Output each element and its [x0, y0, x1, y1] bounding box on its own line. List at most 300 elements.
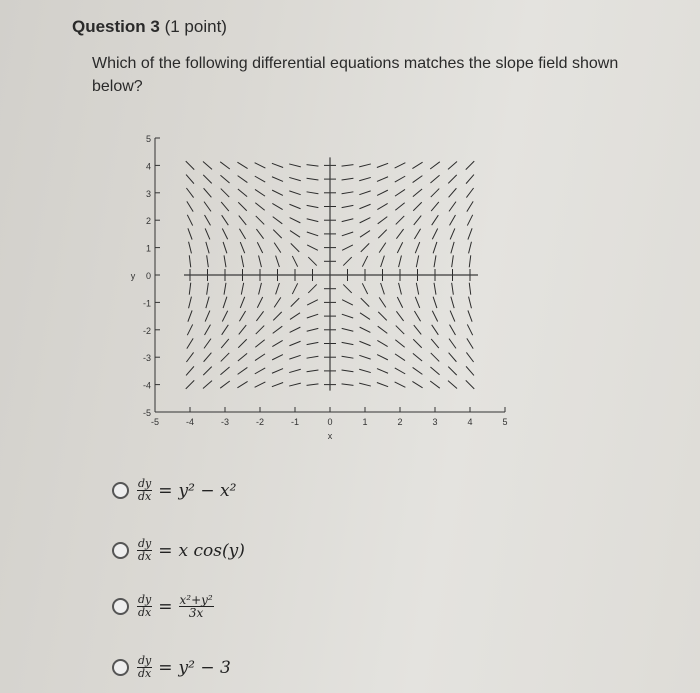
answer-option-3[interactable]: [112, 594, 220, 619]
slope-segment: [413, 189, 422, 197]
option-3-lhs: $\frac{dy}{dx}$: [138, 593, 152, 619]
slope-segment: [255, 340, 264, 347]
slope-segment: [203, 381, 212, 389]
slope-segment: [273, 230, 281, 238]
slope-segment: [448, 161, 457, 169]
slope-segment: [413, 353, 422, 361]
slope-segment: [307, 356, 319, 358]
slope-segment: [432, 325, 439, 335]
slope-segment: [413, 339, 421, 347]
y-tick-label: -3: [142, 353, 151, 364]
slope-segment: [448, 381, 457, 389]
option-3-equals: =: [158, 596, 173, 617]
slope-segment: [467, 201, 473, 211]
slope-segment: [414, 216, 421, 225]
x-tick-label: -3: [220, 417, 230, 427]
slope-segment: [359, 355, 370, 359]
slope-segment: [430, 367, 439, 375]
slope-segment: [412, 162, 422, 168]
slope-segment: [186, 366, 194, 375]
slope-segment: [239, 229, 245, 239]
slope-segment: [272, 355, 283, 360]
slope-segment: [377, 355, 388, 360]
slope-segment: [450, 311, 455, 322]
slope-segment: [343, 257, 351, 265]
option-1-rhs: y² − x²: [178, 480, 237, 501]
slope-segment: [238, 189, 247, 197]
slope-segment: [432, 229, 437, 240]
slope-segment: [290, 327, 301, 332]
question-prompt: Which of the following differential equations matches the slope field shown below?: [92, 55, 619, 95]
slope-segment: [203, 367, 211, 375]
slope-segment: [430, 175, 439, 183]
slope-segment: [397, 242, 402, 253]
slope-segment: [205, 215, 211, 225]
slope-segment: [395, 176, 405, 182]
slope-segment: [359, 369, 371, 372]
slope-segment: [204, 202, 211, 212]
slope-segment: [448, 367, 456, 375]
slope-segment: [360, 327, 371, 332]
slope-segment: [272, 163, 283, 167]
slope-segment: [396, 326, 404, 334]
slope-segment: [413, 176, 423, 183]
slope-segment: [466, 366, 474, 375]
slope-segment: [381, 283, 385, 294]
slope-segment: [186, 175, 194, 184]
slope-segment: [395, 340, 404, 347]
slope-segment: [241, 255, 243, 267]
slope-segment: [239, 311, 245, 321]
slope-segment: [291, 298, 299, 306]
slope-segment: [377, 177, 388, 182]
slope-segment: [377, 369, 388, 374]
slope-segment: [449, 353, 457, 362]
slope-segment: [220, 162, 230, 169]
slope-segment: [395, 382, 406, 387]
slope-segment: [224, 255, 226, 267]
slope-segment: [342, 178, 354, 180]
slope-segment: [259, 283, 262, 295]
y-tick-label: 1: [145, 243, 151, 254]
slope-segment: [399, 283, 402, 295]
slope-segment: [222, 311, 227, 322]
slope-segment: [221, 189, 229, 197]
slope-segment: [207, 283, 209, 295]
slope-segment: [188, 310, 192, 321]
y-tick-label: -5: [142, 408, 151, 418]
slope-segment: [289, 204, 300, 208]
slope-segment: [431, 353, 439, 361]
slope-segment: [289, 383, 301, 386]
slope-segment: [273, 312, 281, 320]
slope-segment: [450, 228, 455, 239]
slope-segment: [221, 202, 229, 211]
slope-segment: [449, 202, 456, 212]
slope-segment: [362, 283, 367, 294]
slope-segment: [466, 175, 474, 184]
slope-segment: [187, 215, 192, 226]
slope-segment: [395, 354, 405, 361]
slope-segment: [359, 383, 371, 386]
slope-segment: [433, 242, 437, 253]
slope-segment: [289, 164, 301, 167]
y-tick-label: 2: [145, 216, 151, 227]
slope-segment: [238, 353, 247, 361]
slope-segment: [359, 204, 370, 208]
slope-segment: [469, 255, 470, 267]
slope-segment: [256, 229, 263, 239]
slope-segment: [220, 175, 229, 183]
slope-segment: [307, 314, 318, 318]
slope-segment: [307, 300, 318, 305]
slope-segment: [307, 342, 319, 344]
slope-segment: [205, 311, 210, 322]
y-tick-label: 0: [145, 271, 151, 281]
slope-segment: [361, 243, 369, 251]
slope-segment: [272, 340, 282, 346]
slope-segment: [343, 284, 351, 292]
slope-segment: [222, 229, 227, 240]
slope-segment: [399, 255, 402, 267]
slope-segment: [255, 176, 265, 182]
option-1-equals: =: [158, 480, 173, 501]
slope-segment: [238, 176, 248, 183]
slope-segment: [379, 297, 386, 307]
slope-segment: [467, 215, 472, 226]
slope-segment: [342, 370, 354, 372]
slope-segment: [186, 161, 194, 169]
slope-segment: [276, 283, 280, 294]
radio-option-2[interactable]: [112, 542, 129, 559]
slope-segment: [206, 297, 209, 309]
x-tick-label: 2: [397, 417, 403, 427]
x-tick-label: -5: [150, 417, 160, 427]
slope-segment: [308, 257, 316, 265]
x-tick-label: 0: [327, 417, 333, 427]
slope-segment: [255, 382, 266, 387]
slope-segment: [469, 242, 472, 254]
slope-segment: [469, 283, 470, 295]
radio-option-1[interactable]: [112, 482, 129, 499]
slope-segment: [468, 228, 472, 239]
slope-segment: [307, 328, 319, 331]
y-tick-label: 5: [145, 134, 151, 144]
slope-segment: [468, 310, 472, 321]
slope-segment: [359, 164, 371, 167]
slope-segment: [395, 368, 405, 374]
slope-segment: [220, 367, 229, 375]
slope-segment: [187, 324, 192, 335]
slope-segment: [289, 369, 301, 372]
answer-option-1[interactable]: [112, 478, 236, 503]
slope-segment: [223, 297, 227, 308]
slope-segment: [360, 313, 370, 320]
slope-segment: [272, 177, 283, 182]
y-tick-label: -1: [142, 298, 151, 309]
slope-segment: [189, 255, 190, 267]
slope-segment: [307, 205, 319, 207]
slope-segment: [273, 326, 283, 333]
slope-segment: [397, 297, 402, 308]
slope-segment: [238, 339, 246, 347]
slope-segment: [378, 217, 388, 224]
slope-segment: [189, 297, 192, 309]
y-tick-label: 4: [145, 161, 151, 172]
slope-segment: [342, 192, 354, 194]
slope-segment: [256, 311, 263, 321]
slope-segment: [256, 326, 264, 334]
slope-segment: [359, 191, 370, 195]
slope-segment: [292, 256, 297, 267]
slope-segment: [467, 338, 473, 348]
slope-segment: [342, 165, 354, 166]
slope-segment: [307, 192, 319, 194]
slope-segment: [307, 219, 319, 222]
slope-segment: [412, 381, 422, 387]
slope-segment: [342, 356, 354, 358]
slope-segment: [342, 328, 354, 331]
slope-segment: [240, 242, 244, 253]
slope-segment: [308, 284, 316, 292]
slope-segment: [396, 229, 403, 239]
slope-segment: [378, 312, 386, 320]
slope-segment: [342, 314, 353, 318]
slope-segment: [379, 243, 386, 253]
slope-segment: [362, 256, 367, 267]
slope-segment: [450, 325, 456, 335]
slope-segment: [255, 163, 266, 168]
slope-segment: [449, 188, 457, 197]
slope-segment: [360, 231, 370, 238]
slope-segment: [342, 245, 353, 250]
slope-segment: [342, 205, 354, 207]
slope-segment: [221, 353, 229, 361]
slope-segment: [395, 203, 404, 210]
slope-segment: [187, 201, 193, 211]
slope-segment: [416, 255, 418, 267]
slope-segment: [189, 283, 190, 295]
slope-segment: [241, 283, 243, 295]
slope-segment: [257, 242, 262, 253]
slope-segment: [433, 297, 437, 308]
slope-segment: [434, 283, 436, 295]
option-2-lhs: $\frac{dy}{dx}$: [138, 537, 152, 563]
x-tick-label: 1: [362, 417, 368, 427]
slope-segment: [415, 297, 419, 308]
answer-option-2[interactable]: [112, 538, 245, 563]
x-axis-label: x: [327, 431, 333, 441]
x-tick-label: 5: [502, 417, 508, 427]
slope-segment: [259, 255, 262, 267]
slope-segment: [431, 339, 439, 348]
y-tick-label: -4: [142, 380, 151, 391]
slope-segment: [307, 245, 318, 250]
y-axis-label: y: [130, 271, 136, 281]
slope-segment: [257, 297, 262, 308]
slope-segment: [237, 162, 247, 168]
slope-segment: [413, 367, 423, 374]
slope-segment: [188, 228, 192, 239]
slope-segment: [377, 203, 387, 209]
slope-segment: [448, 175, 456, 183]
slope-segment: [204, 188, 212, 197]
slope-segment: [361, 298, 369, 306]
x-tick-label: -2: [255, 417, 265, 427]
question-number: Question 3: [72, 17, 160, 36]
slope-segment: [289, 341, 300, 345]
slope-segment: [272, 382, 283, 386]
slope-segment: [396, 216, 404, 224]
option-2-equals: =: [158, 540, 173, 561]
slope-segment: [272, 190, 283, 195]
x-tick-label: 3: [432, 417, 438, 427]
radio-option-4[interactable]: [112, 659, 129, 676]
slope-segment: [431, 202, 439, 211]
slope-segment: [205, 228, 210, 239]
slope-segment: [291, 243, 299, 251]
slope-segment: [342, 232, 353, 236]
slope-segment: [449, 339, 456, 349]
slope-segment: [206, 242, 209, 254]
slope-segment: [377, 382, 388, 386]
slope-segment: [255, 203, 264, 210]
slope-segment: [289, 177, 301, 180]
slope-segment: [189, 242, 192, 254]
slope-segment: [222, 325, 229, 335]
slope-segment: [255, 189, 265, 196]
slope-segment: [414, 229, 420, 239]
slope-segment: [204, 339, 211, 349]
slope-segment: [276, 256, 280, 267]
slope-segment: [203, 161, 212, 169]
slope-segment: [359, 177, 371, 180]
slope-segment: [205, 325, 211, 335]
x-tick-label: 4: [467, 417, 473, 427]
option-3-rhs: $\frac{\text{x²+y²}}{3x}$: [179, 593, 213, 620]
slope-segment: [378, 326, 388, 333]
slope-segment: [377, 163, 388, 167]
y-tick-label: -2: [142, 325, 151, 336]
slope-segment: [307, 384, 319, 385]
slope-segment: [238, 202, 246, 210]
slope-segment: [342, 384, 354, 385]
slope-segment: [466, 161, 474, 169]
slope-segment: [451, 242, 454, 254]
slope-segment: [467, 324, 472, 335]
option-4-equals: =: [158, 657, 173, 678]
slope-segment: [307, 232, 318, 236]
slope-segment: [207, 255, 209, 267]
slope-segment: [342, 300, 353, 305]
x-tick-label: -4: [185, 417, 195, 427]
radio-option-3[interactable]: [112, 598, 129, 615]
slope-segment: [466, 352, 473, 362]
slope-segment: [377, 340, 387, 346]
slope-segment: [414, 325, 421, 334]
slope-segment: [359, 341, 370, 345]
slope-segment: [289, 191, 300, 195]
slope-segment: [274, 243, 281, 253]
y-tick-label: 3: [145, 188, 151, 199]
slope-segment: [255, 368, 265, 374]
slope-segment: [255, 354, 265, 361]
slope-segment: [290, 313, 300, 320]
slope-segment: [239, 325, 246, 334]
slope-segment: [290, 218, 301, 223]
slope-segment: [222, 215, 229, 225]
slope-segment: [452, 283, 454, 295]
slope-segment: [342, 342, 354, 344]
slope-segment: [307, 370, 319, 372]
option-2-rhs: x cos(y): [178, 540, 245, 561]
slope-segment: [378, 230, 386, 238]
slope-segment: [466, 380, 474, 388]
x-tick-label: -1: [290, 417, 300, 427]
slope-segment: [272, 369, 283, 374]
slope-segment: [430, 381, 440, 388]
slope-segment: [237, 381, 247, 387]
slope-segment: [432, 311, 437, 322]
slope-segment: [466, 188, 473, 198]
slope-segment: [396, 311, 403, 321]
slope-segment: [307, 178, 319, 180]
slope-segment: [307, 165, 319, 166]
slope-segment: [342, 219, 354, 222]
slope-segment: [204, 353, 212, 362]
slope-segment: [469, 297, 472, 309]
slope-segment: [360, 218, 371, 223]
option-1-lhs: $\frac{dy}{dx}$: [138, 477, 152, 503]
slope-segment: [395, 189, 405, 196]
slope-segment: [414, 311, 420, 321]
slope-segment: [186, 352, 193, 362]
slope-segment: [223, 242, 227, 253]
slope-segment: [224, 283, 226, 295]
slope-segment: [431, 189, 439, 197]
slope-segment: [187, 338, 193, 348]
question-points: (1 point): [164, 17, 227, 36]
slope-segment: [273, 217, 283, 224]
slope-segment: [290, 231, 300, 238]
option-4-lhs: $\frac{dy}{dx}$: [138, 654, 152, 680]
slope-segment: [415, 242, 419, 253]
slope-segment: [186, 380, 194, 388]
slope-segment: [203, 175, 211, 183]
option-4-rhs: y² − 3: [178, 657, 231, 678]
slope-segment: [221, 339, 229, 348]
slope-segment: [395, 163, 406, 168]
slope-segment: [220, 381, 230, 388]
slope-segment: [256, 216, 264, 224]
slope-segment: [452, 255, 454, 267]
slope-segment: [451, 297, 454, 309]
slope-segment: [377, 190, 388, 195]
slope-segment: [186, 188, 193, 198]
slope-segment: [430, 162, 440, 169]
slope-segment: [238, 367, 248, 374]
slope-segment: [413, 202, 421, 210]
answer-option-4[interactable]: [112, 655, 231, 680]
slope-segment: [381, 256, 385, 267]
slope-segment: [239, 216, 246, 225]
slope-segment: [274, 297, 281, 307]
slope-segment: [416, 283, 418, 295]
slope-segment: [240, 297, 244, 308]
slope-segment: [450, 215, 456, 225]
slope-segment: [289, 355, 300, 359]
slope-segment: [272, 203, 282, 209]
